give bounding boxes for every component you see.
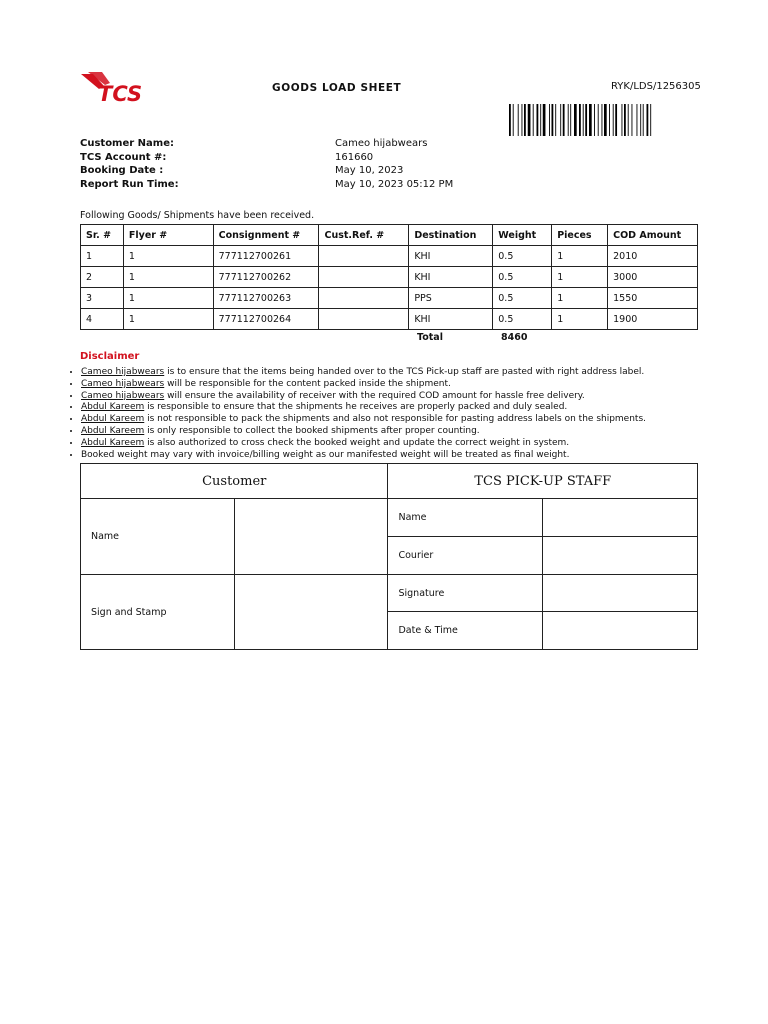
- signoff-row: [81, 499, 698, 537]
- table-cell: 1: [123, 309, 213, 330]
- disclaimer-item: [81, 414, 721, 426]
- table-cell: PPS: [409, 288, 493, 309]
- info-row: [80, 151, 453, 165]
- table-cell: [319, 246, 409, 267]
- info-label: Report Run Time:: [80, 178, 179, 190]
- courier-label: Courier: [388, 537, 543, 575]
- table-cell: 1900: [608, 309, 698, 330]
- barcode: [509, 104, 697, 136]
- table-cell: 2: [81, 267, 124, 288]
- table-cell: 1: [123, 246, 213, 267]
- customer-info: [80, 137, 453, 191]
- disclaimer-list: [64, 367, 721, 461]
- party-name: Abdul Kareem: [81, 414, 145, 425]
- table-cell: 0.5: [493, 246, 552, 267]
- customer-name-field[interactable]: [234, 499, 388, 575]
- sign-stamp-field[interactable]: [234, 575, 388, 650]
- reference-number: RYK/LDS/1256305: [611, 81, 701, 92]
- disclaimer-text: is responsible to ensure that the shipments he receives are properly packed and duly sealed.: [144, 402, 568, 413]
- disclaimer-text: Booked weight may vary with invoice/billing weight as our manifested weight will be treated as final weight.: [81, 449, 570, 460]
- info-row: [80, 137, 453, 151]
- party-name: Cameo hijabwears: [81, 390, 165, 401]
- date-time-field[interactable]: [543, 612, 698, 650]
- customer-heading: Customer: [81, 464, 388, 499]
- staff-name-field[interactable]: [543, 499, 698, 537]
- disclaimer-item: [81, 379, 721, 391]
- shipments-table: [80, 224, 698, 330]
- disclaimer-item: [81, 391, 721, 403]
- disclaimer-item: [81, 438, 721, 450]
- disclaimer-item: [81, 450, 721, 462]
- table-cell: 3000: [608, 267, 698, 288]
- table-cell: 3: [81, 288, 124, 309]
- party-name: Abdul Kareem: [81, 437, 145, 448]
- table-cell: 4: [81, 309, 124, 330]
- courier-field[interactable]: [543, 537, 698, 575]
- date-time-label: Date & Time: [388, 612, 543, 650]
- table-cell: KHI: [409, 267, 493, 288]
- disclaimer-text: is not responsible to pack the shipments and also not responsible for pasting address labels on the shipments.: [144, 414, 647, 425]
- table-row: [81, 267, 698, 288]
- column-header: Destination: [409, 225, 493, 246]
- total-value: 8460: [501, 332, 528, 343]
- info-label: Customer Name:: [80, 138, 174, 149]
- signoff-table: [80, 463, 698, 650]
- customer-name-label: Name: [81, 499, 235, 575]
- table-cell: 1: [81, 246, 124, 267]
- column-header: Flyer #: [123, 225, 213, 246]
- disclaimer-text: is to ensure that the items being handed over to the TCS Pick-up staff are pasted with right address label.: [164, 367, 645, 377]
- disclaimer-text: is only responsible to collect the booked shipments after proper counting.: [144, 425, 480, 436]
- info-value: May 10, 2023: [335, 165, 404, 176]
- disclaimer-text: will be responsible for the content packed inside the shipment.: [164, 378, 451, 389]
- table-cell: KHI: [409, 246, 493, 267]
- column-header: Cust.Ref. #: [319, 225, 409, 246]
- table-cell: 0.5: [493, 309, 552, 330]
- column-header: Sr. #: [81, 225, 124, 246]
- info-row: [80, 178, 453, 192]
- table-cell: 1: [552, 309, 608, 330]
- disclaimer-item: [81, 402, 721, 414]
- tcs-logo: [80, 70, 160, 106]
- logo-text: TCS: [98, 82, 143, 106]
- info-value: 161660: [335, 151, 374, 163]
- party-name: Abdul Kareem: [81, 425, 145, 436]
- table-row: [81, 288, 698, 309]
- signoff-row: [81, 575, 698, 612]
- signoff-header-row: [81, 464, 698, 499]
- table-cell: 2010: [608, 246, 698, 267]
- table-cell: 1: [552, 267, 608, 288]
- signature-field[interactable]: [543, 575, 698, 612]
- party-name: Cameo hijabwears: [81, 378, 165, 389]
- table-cell: 0.5: [493, 267, 552, 288]
- info-label: TCS Account #:: [80, 151, 167, 163]
- signature-label: Signature: [388, 575, 543, 612]
- table-row: [81, 309, 698, 330]
- table-cell: [319, 267, 409, 288]
- info-value: May 10, 2023 05:12 PM: [335, 178, 454, 190]
- disclaimer-text: is also authorized to cross check the booked weight and update the correct weight in system.: [144, 437, 570, 448]
- party-name: Abdul Kareem: [81, 402, 145, 413]
- table-row: [81, 246, 698, 267]
- table-cell: 1: [123, 267, 213, 288]
- staff-name-label: Name: [388, 499, 543, 537]
- table-cell: 777112700262: [213, 267, 319, 288]
- column-header: COD Amount: [608, 225, 698, 246]
- column-header: Pieces: [552, 225, 608, 246]
- disclaimer-text: will ensure the availability of receiver with the required COD amount for hassle free delivery.: [164, 390, 585, 401]
- table-cell: [319, 288, 409, 309]
- column-header: Weight: [493, 225, 552, 246]
- column-header: Consignment #: [213, 225, 319, 246]
- document-title: GOODS LOAD SHEET: [272, 82, 402, 94]
- staff-heading: TCS PICK-UP STAFF: [388, 464, 698, 499]
- table-cell: 777112700264: [213, 309, 319, 330]
- table-cell: 0.5: [493, 288, 552, 309]
- table-header-row: [81, 225, 698, 246]
- table-cell: 1: [552, 288, 608, 309]
- table-cell: 777112700261: [213, 246, 319, 267]
- received-note: Following Goods/ Shipments have been received.: [80, 210, 315, 221]
- disclaimer-title: Disclaimer: [80, 351, 140, 362]
- table-cell: 1: [552, 246, 608, 267]
- sign-stamp-label: Sign and Stamp: [81, 575, 235, 650]
- info-label: Booking Date :: [80, 165, 164, 176]
- info-value: Cameo hijabwears: [335, 138, 428, 149]
- disclaimer-item: [81, 367, 721, 379]
- disclaimer-item: [81, 426, 721, 438]
- total-label: Total: [417, 332, 443, 343]
- table-cell: [319, 309, 409, 330]
- table-cell: 1550: [608, 288, 698, 309]
- table-cell: KHI: [409, 309, 493, 330]
- table-cell: 777112700263: [213, 288, 319, 309]
- party-name: Cameo hijabwears: [81, 367, 165, 377]
- info-row: [80, 164, 453, 178]
- table-cell: 1: [123, 288, 213, 309]
